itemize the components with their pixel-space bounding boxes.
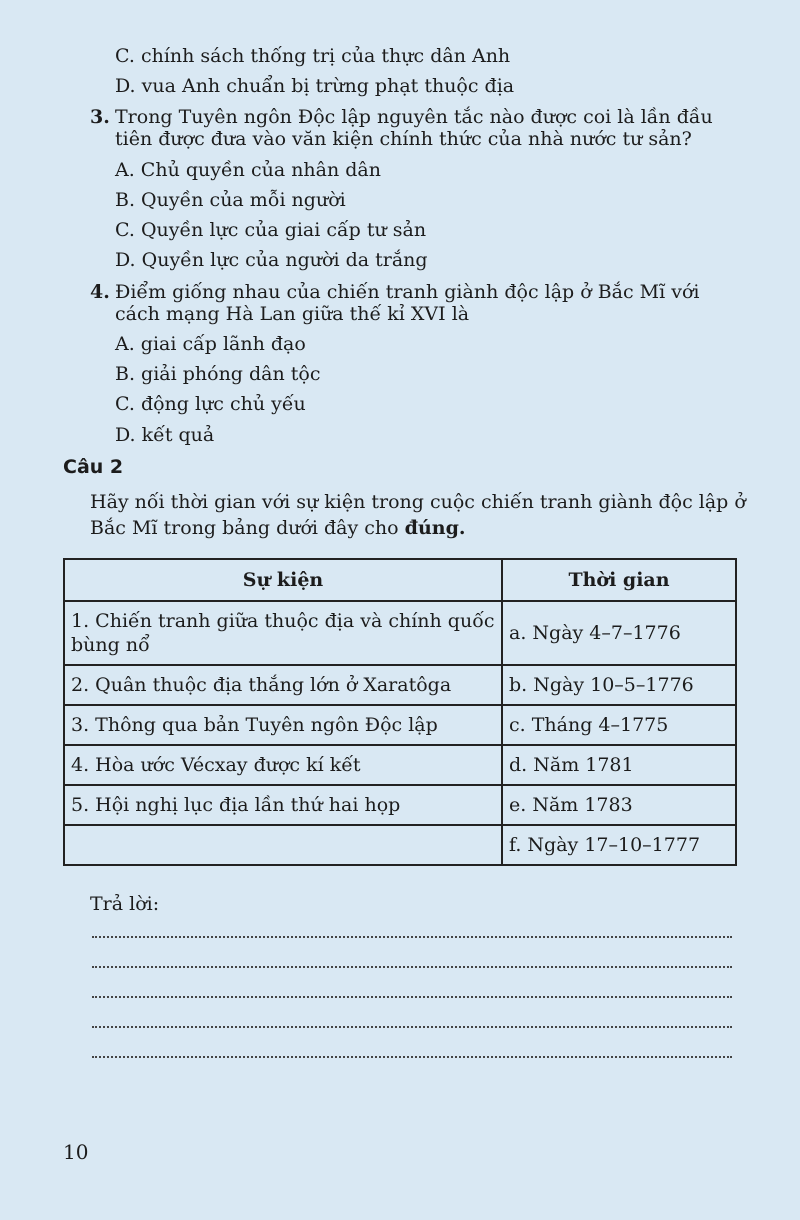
answer-line[interactable] [92, 936, 732, 938]
answer-label: Trả lời: [90, 893, 160, 915]
table-row [64, 665, 736, 705]
event-cell [64, 825, 502, 865]
table-row [64, 601, 736, 665]
q4-option-b: B. giải phóng dân tộc [115, 363, 321, 385]
table-row [64, 705, 736, 745]
section-heading: Câu 2 [63, 456, 124, 478]
q3-option-a: A. Chủ quyền của nhân dân [115, 159, 381, 181]
q2-option-c: C. chính sách thống trị của thực dân Anh [115, 45, 511, 67]
question-4-text: Điểm giống nhau của chiến tranh giành độc lập ở Bắc Mĩ với cách mạng Hà Lan giữa thế kỉ XVI là [115, 281, 700, 325]
header-event: Sự kiện [64, 559, 502, 601]
answer-line[interactable] [92, 1056, 732, 1058]
time-cell: c. Tháng 4–1775 [502, 705, 736, 745]
time-cell: b. Ngày 10–5–1776 [502, 665, 736, 705]
q3-option-d: D. Quyền lực của người da trắng [115, 249, 428, 271]
q4-option-a: A. giai cấp lãnh đạo [115, 333, 306, 355]
q4-option-c: C. động lực chủ yếu [115, 393, 306, 415]
time-cell: e. Năm 1783 [502, 785, 736, 825]
q4-option-d: D. kết quả [115, 424, 215, 446]
page-number: 10 [63, 1140, 89, 1164]
question-4-number: 4. [90, 281, 110, 303]
instruction-bold: đúng. [404, 517, 466, 539]
event-cell: 3. Thông qua bản Tuyên ngôn Độc lập [64, 705, 502, 745]
q3-option-b: B. Quyền của mỗi người [115, 189, 346, 211]
answer-line[interactable] [92, 966, 732, 968]
event-cell: 5. Hội nghị lục địa lần thứ hai họp [64, 785, 502, 825]
event-cell: 1. Chiến tranh giữa thuộc địa và chính quốc bùng nổ [64, 601, 502, 665]
question-4 [90, 281, 750, 325]
time-cell: f. Ngày 17–10–1777 [502, 825, 736, 865]
table-header-row [64, 559, 736, 601]
time-cell: a. Ngày 4–7–1776 [502, 601, 736, 665]
matching-table [63, 558, 737, 866]
time-cell: d. Năm 1781 [502, 745, 736, 785]
table-row [64, 785, 736, 825]
event-cell: 4. Hòa ước Vécxay được kí kết [64, 745, 502, 785]
header-time: Thời gian [502, 559, 736, 601]
question-3-number: 3. [90, 106, 110, 128]
instruction-text [63, 489, 753, 541]
event-cell: 2. Quân thuộc địa thắng lớn ở Xaratôga [64, 665, 502, 705]
instruction-body: Hãy nối thời gian với sự kiện trong cuộc chiến tranh giành độc lập ở Bắc Mĩ trong bảng dưới đây cho [90, 491, 746, 539]
answer-line[interactable] [92, 1026, 732, 1028]
q3-option-c: C. Quyền lực của giai cấp tư sản [115, 219, 427, 241]
table-row [64, 825, 736, 865]
answer-line[interactable] [92, 996, 732, 998]
question-3-text: Trong Tuyên ngôn Độc lập nguyên tắc nào được coi là lần đầu tiên được đưa vào văn kiện chính thức của nhà nước tư sản? [115, 106, 713, 150]
question-3 [90, 106, 750, 150]
q2-option-d: D. vua Anh chuẩn bị trừng phạt thuộc địa [115, 75, 515, 97]
table-row [64, 745, 736, 785]
